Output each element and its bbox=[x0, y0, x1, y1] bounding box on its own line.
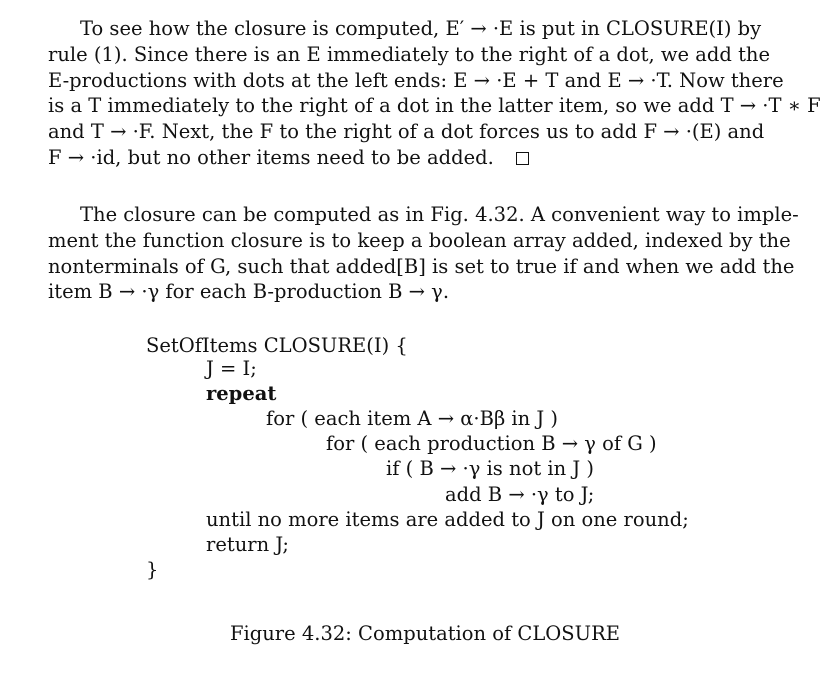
paragraph-1-line-3: E-productions with dots at the left ends: E → ·E + T and E → ·T. Now there bbox=[48, 68, 784, 92]
code-if: if ( B → ·γ is not in J ) bbox=[386, 457, 594, 480]
paragraph-1-line-6-text: F → ·id, but no other items need to be added. bbox=[48, 145, 494, 169]
paragraph-1-line-1: To see how the closure is computed, E′ → ·E is put in CLOSURE(I) by bbox=[80, 17, 762, 40]
code-add: add B → ·γ to J; bbox=[445, 483, 595, 506]
paragraph-1 bbox=[48, 16, 821, 171]
paragraph-1-line-4: is a T immediately to the right of a dot in the latter item, so we add T → ·T ∗ F bbox=[48, 94, 821, 118]
paragraph-2 bbox=[48, 202, 799, 305]
paragraph-2-line-2: ment the function closure is to keep a boolean array added, indexed by the bbox=[48, 228, 791, 252]
paragraph-2-line-1: The closure can be computed as in Fig. 4.32. A convenient way to imple- bbox=[80, 203, 799, 226]
code-for-items: for ( each item A → α·Bβ in J ) bbox=[266, 407, 559, 430]
code-for-productions: for ( each production B → γ of G ) bbox=[326, 432, 657, 455]
paragraph-1-line-2: rule (1). Since there is an E immediately to the right of a dot, we add the bbox=[48, 42, 771, 66]
code-until: until no more items are added to J on one round; bbox=[206, 508, 689, 531]
paragraph-1-line-5: and T → ·F. Next, the F to the right of a dot forces us to add F → ·(E) and bbox=[48, 120, 765, 144]
end-of-proof-icon bbox=[516, 152, 529, 165]
code-close-brace: } bbox=[146, 558, 159, 581]
paragraph-2-line-4: item B → ·γ for each B-production B → γ. bbox=[48, 280, 450, 304]
figure-caption: Figure 4.32: Computation of CLOSURE bbox=[230, 622, 620, 645]
code-repeat: repeat bbox=[206, 382, 277, 405]
code-assign: J = I; bbox=[206, 357, 257, 380]
paragraph-1-line-6 bbox=[48, 145, 760, 171]
code-return: return J; bbox=[206, 533, 289, 556]
paragraph-2-line-3: nonterminals of G, such that added[B] is set to true if and when we add the bbox=[48, 254, 795, 278]
code-header: SetOfItems CLOSURE(I) { bbox=[146, 334, 408, 357]
